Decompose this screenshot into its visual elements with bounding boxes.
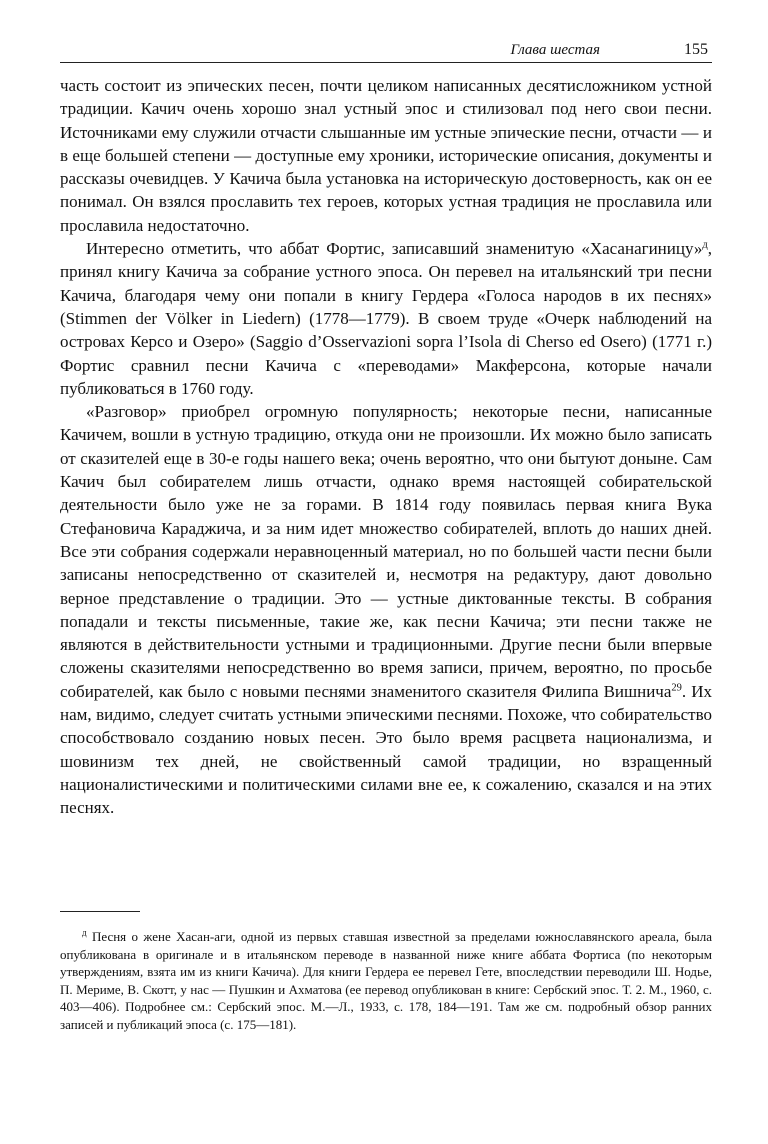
page-number: 155 (684, 41, 708, 58)
footnote-text: Песня о жене Хасан-аги, одной из первых ставшая известной за пределами южнославянского ареала, была опубликована в оригинале и в итальянском переводе в названной ниже книге аббата Фортиса (по некоторым утверждениям, взята им из книги Качича). Для книги Гердера ее перевел Гете, впоследствии переводили Ш. Нодье, П. Мериме, В. Скотт, у нас — Пушкин и Ахматова (ее перевод опубликован в книге: Сербский эпос. Т. 2. М., 1960, с. 403—406). Подробнее см.: Сербский эпос. М.—Л., 1933, с. 178, 184—191. Там же см. подробный обзор ранних записей и публикаций эпоса (с. 175—181). (60, 929, 712, 1032)
paragraph-3-end: . Их нам, видимо, следует считать устными эпическими песнями. Похоже, что собирательство способствовало созданию новых песен. Это было время расцвета национализма, и шовинизм тех дней, не свойственный самой традиции, но взращенный националистическими и политическими силами вне ее, к сожалению, сказался и на этих песнях. (60, 681, 712, 818)
paragraph-3 (60, 400, 712, 819)
paragraph-3-start: «Разговор» приобрел огромную популярность; некоторые песни, написанные Качичем, вошли в устную традицию, откуда они не произошли. Их можно было записать от сказителей еще в 30-е годы нашего века; очень вероятно, что они бытуют доныне. Сам Качич был собирателем лишь отчасти, однако время настоящей собирательской деятельности было уже не за горами. В 1814 году появилась первая книга Вука Стефановича Караджича, и за ним идет множество собирателей, вплоть до наших дней. Все эти собрания содержали неравноценный материал, но по большей части песни были записаны непосредственно от сказителей и, несмотря на редактуру, дают довольно верное представление о традиции. Это — устные диктованные тексты. В собрания попадали и тексты письменные, такие же, как песни Качича; эти песни также не являются в действительности устными и традиционными. Другие песни были впервые сложены сказителями непосредственно во время записи, причем, вероятно, по просьбе собирателей, как было с новыми песнями знаменитого сказителя Филипа Вишнича (60, 402, 712, 701)
paragraph-2-start: Интересно отметить, что аббат Фортис, записавший знаменитую «Хасанагиницу» (86, 239, 703, 259)
main-text (60, 74, 712, 820)
footnote-mark: д (82, 927, 87, 938)
endnote-reference: 29 (671, 682, 682, 694)
footnote-reference: д (702, 239, 708, 251)
chapter-title: Глава шестая (510, 42, 600, 58)
footnote (60, 928, 712, 1034)
paragraph-1: часть состоит из эпических песен, почти целиком написанных десятисложником устной традиции. Качич очень хорошо знал устный эпос и стилизовал под него свои песни. Источниками ему служили отчасти слышанные им устные эпические песни, отчасти — и в еще большей степени — доступные ему хроники, исторические описания, документы и рассказы очевидцев. У Качича была установка на историческую достоверность, как он ее понимал. Он взялся прославить тех героев, которых устная традиция не прославила или прославила недостаточно. (60, 76, 712, 235)
paragraph-2 (60, 237, 712, 400)
running-head (60, 40, 712, 63)
footnote-separator (60, 911, 140, 912)
paragraph-2-end: , принял книгу Качича за собрание устного эпоса. Он перевел на итальянский три песни Качича, благодаря чему они попали в книгу Гердера «Голоса народов в их песнях» (Stimmen der Völker in Liedern) (1778—1779). В своем труде «Очерк наблюдений на островах Керсо и Озеро» (Saggio d’Osservazioni sopra l’Isola di Cherso ed Osero) (1771 г.) Фортис сравнил песни Качича с «переводами» Макферсона, которые начали публиковаться в 1760 году. (60, 239, 712, 398)
